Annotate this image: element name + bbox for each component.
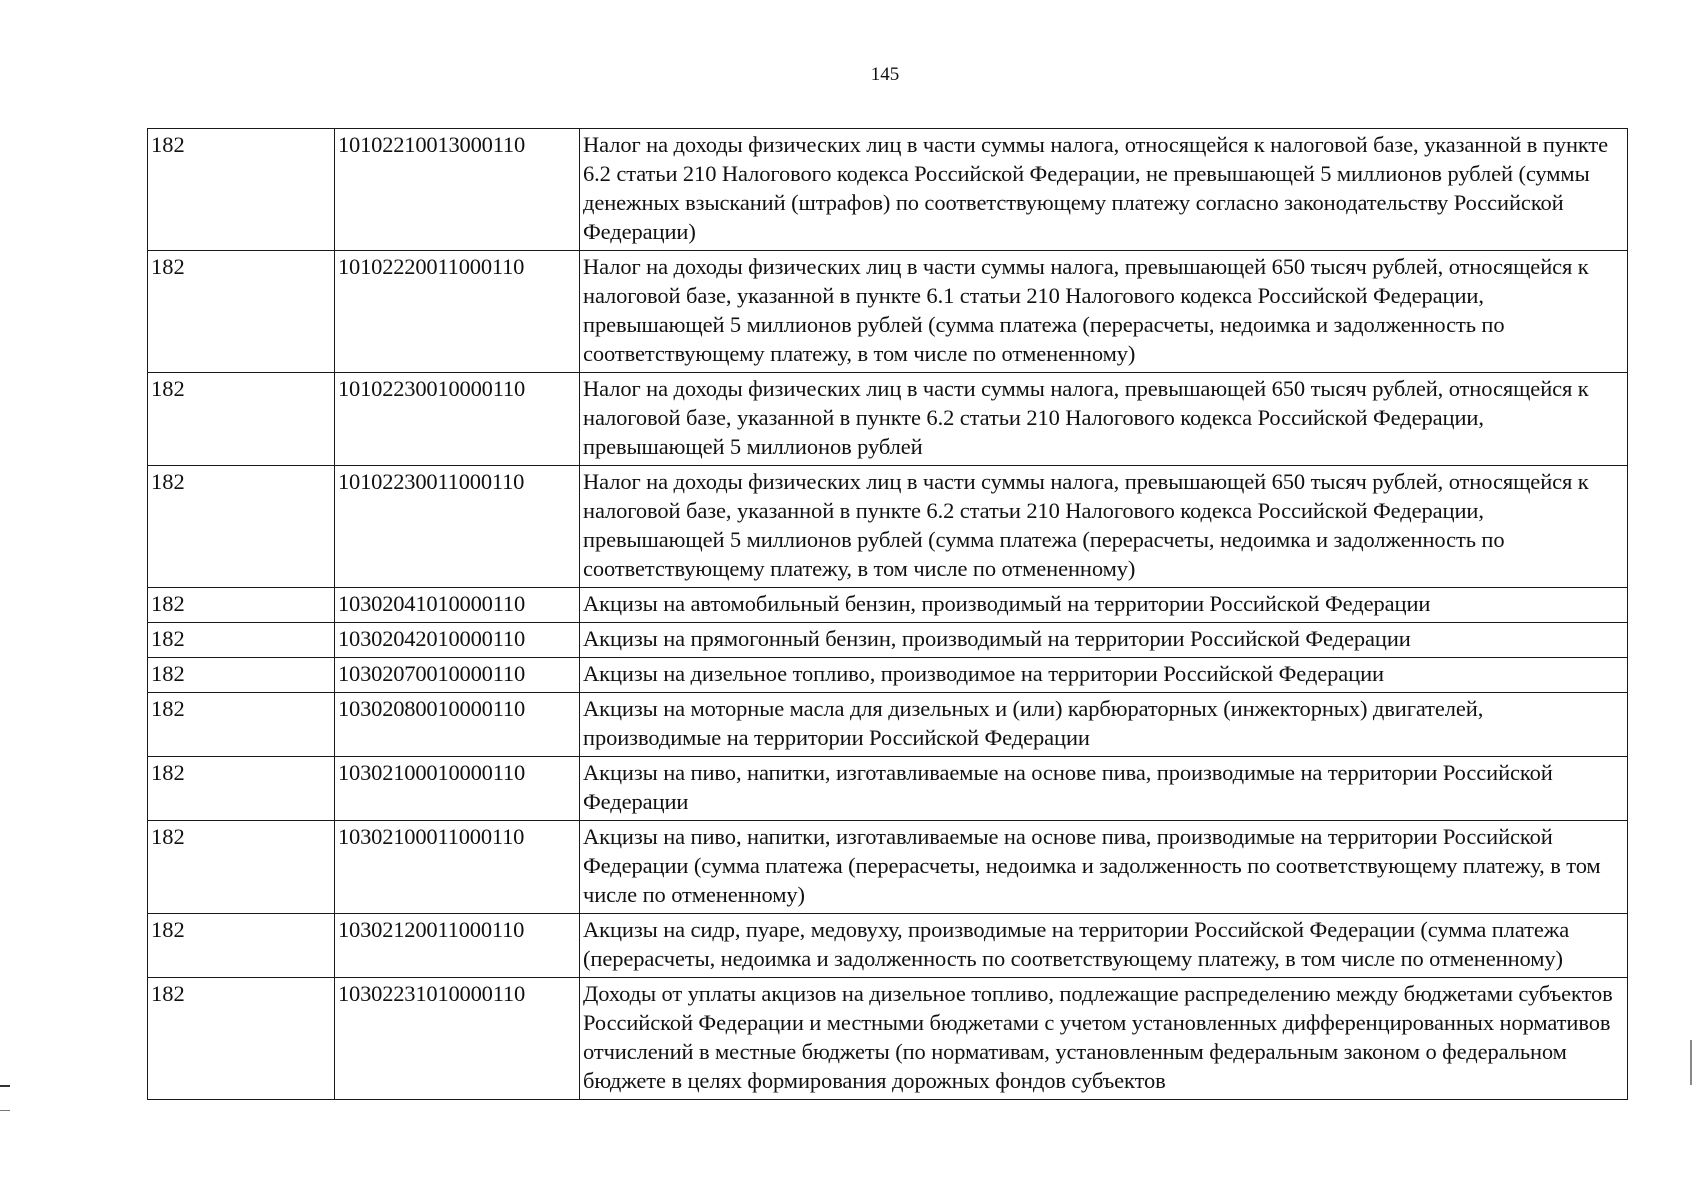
- table-row: [148, 129, 1628, 251]
- scan-artifact-left: [0, 1110, 10, 1111]
- table-row: [148, 757, 1628, 821]
- income-name-cell: Налог на доходы физических лиц в части суммы налога, относящейся к налоговой базе, указанной в пункте 6.2 статьи 210 Налогового кодекса Российской Федерации, не превышающей 5 миллионов рублей (суммы денежных взысканий (штрафов) по соответствующему платежу согласно законодательству Российской Федерации): [580, 129, 1628, 251]
- table-row: [148, 588, 1628, 623]
- income-name-cell: Акцизы на дизельное топливо, производимое на территории Российской Федерации: [580, 658, 1628, 693]
- table-row: [148, 821, 1628, 914]
- scan-artifact-left: [0, 1085, 10, 1087]
- page-number: 145: [870, 64, 900, 85]
- income-name-cell: Акцизы на пиво, напитки, изготавливаемые на основе пива, производимые на территории Российской Федерации: [580, 757, 1628, 821]
- income-name-cell: Акцизы на автомобильный бензин, производимый на территории Российской Федерации: [580, 588, 1628, 623]
- kbk-code-cell: 10302100010000110: [335, 757, 580, 821]
- scan-artifact-right: [1690, 1040, 1692, 1085]
- income-name-cell: Доходы от уплаты акцизов на дизельное топливо, подлежащие распределению между бюджетами субъектов Российской Федерации и местными бюджетами с учетом установленных дифференцированных нормативов отчислений в местные бюджеты (по нормативам, установленным федеральным законом о федеральном бюджете в целях формирования дорожных фондов субъектов: [580, 978, 1628, 1100]
- income-name-cell: Акцизы на сидр, пуаре, медовуху, производимые на территории Российской Федерации (сумма платежа (перерасчеты, недоимка и задолженность по соответствующему платежу, в том числе по отмененному): [580, 914, 1628, 978]
- admin-code-cell: 182: [148, 373, 335, 466]
- kbk-code-cell: 10302231010000110: [335, 978, 580, 1100]
- income-name-cell: Налог на доходы физических лиц в части суммы налога, превышающей 650 тысяч рублей, относящейся к налоговой базе, указанной в пункте 6.2 статьи 210 Налогового кодекса Российской Федерации, превышающей 5 миллионов рублей (сумма платежа (перерасчеты, недоимка и задолженность по соответствующему платежу, в том числе по отмененному): [580, 466, 1628, 588]
- kbk-code-cell: 10302042010000110: [335, 623, 580, 658]
- admin-code-cell: 182: [148, 821, 335, 914]
- table-row: [148, 623, 1628, 658]
- kbk-code-cell: 10302120011000110: [335, 914, 580, 978]
- income-name-cell: Акцизы на моторные масла для дизельных и (или) карбюраторных (инжекторных) двигателей, производимые на территории Российской Федерации: [580, 693, 1628, 757]
- admin-code-cell: 182: [148, 129, 335, 251]
- kbk-code-cell: 10302080010000110: [335, 693, 580, 757]
- kbk-code-cell: 10102230010000110: [335, 373, 580, 466]
- kbk-code-cell: 10302041010000110: [335, 588, 580, 623]
- kbk-code-cell: 10102220011000110: [335, 251, 580, 373]
- table-row: [148, 693, 1628, 757]
- budget-codes-table: [147, 128, 1628, 1100]
- admin-code-cell: 182: [148, 978, 335, 1100]
- table-row: [148, 373, 1628, 466]
- kbk-code-cell: 10302070010000110: [335, 658, 580, 693]
- table-row: [148, 658, 1628, 693]
- table-row: [148, 251, 1628, 373]
- income-name-cell: Налог на доходы физических лиц в части суммы налога, превышающей 650 тысяч рублей, относящейся к налоговой базе, указанной в пункте 6.1 статьи 210 Налогового кодекса Российской Федерации, превышающей 5 миллионов рублей (сумма платежа (перерасчеты, недоимка и задолженность по соответствующему платежу, в том числе по отмененному): [580, 251, 1628, 373]
- admin-code-cell: 182: [148, 658, 335, 693]
- income-name-cell: Акцизы на прямогонный бензин, производимый на территории Российской Федерации: [580, 623, 1628, 658]
- income-name-cell: Налог на доходы физических лиц в части суммы налога, превышающей 650 тысяч рублей, относящейся к налоговой базе, указанной в пункте 6.2 статьи 210 Налогового кодекса Российской Федерации, превышающей 5 миллионов рублей: [580, 373, 1628, 466]
- kbk-code-cell: 10302100011000110: [335, 821, 580, 914]
- kbk-code-cell: 10102230011000110: [335, 466, 580, 588]
- table-row: [148, 466, 1628, 588]
- admin-code-cell: 182: [148, 757, 335, 821]
- admin-code-cell: 182: [148, 251, 335, 373]
- admin-code-cell: 182: [148, 466, 335, 588]
- admin-code-cell: 182: [148, 623, 335, 658]
- table-row: [148, 914, 1628, 978]
- admin-code-cell: 182: [148, 914, 335, 978]
- admin-code-cell: 182: [148, 588, 335, 623]
- income-name-cell: Акцизы на пиво, напитки, изготавливаемые на основе пива, производимые на территории Российской Федерации (сумма платежа (перерасчеты, недоимка и задолженность по соответствующему платежу, в том числе по отмененному): [580, 821, 1628, 914]
- kbk-code-cell: 10102210013000110: [335, 129, 580, 251]
- admin-code-cell: 182: [148, 693, 335, 757]
- table-row: [148, 978, 1628, 1100]
